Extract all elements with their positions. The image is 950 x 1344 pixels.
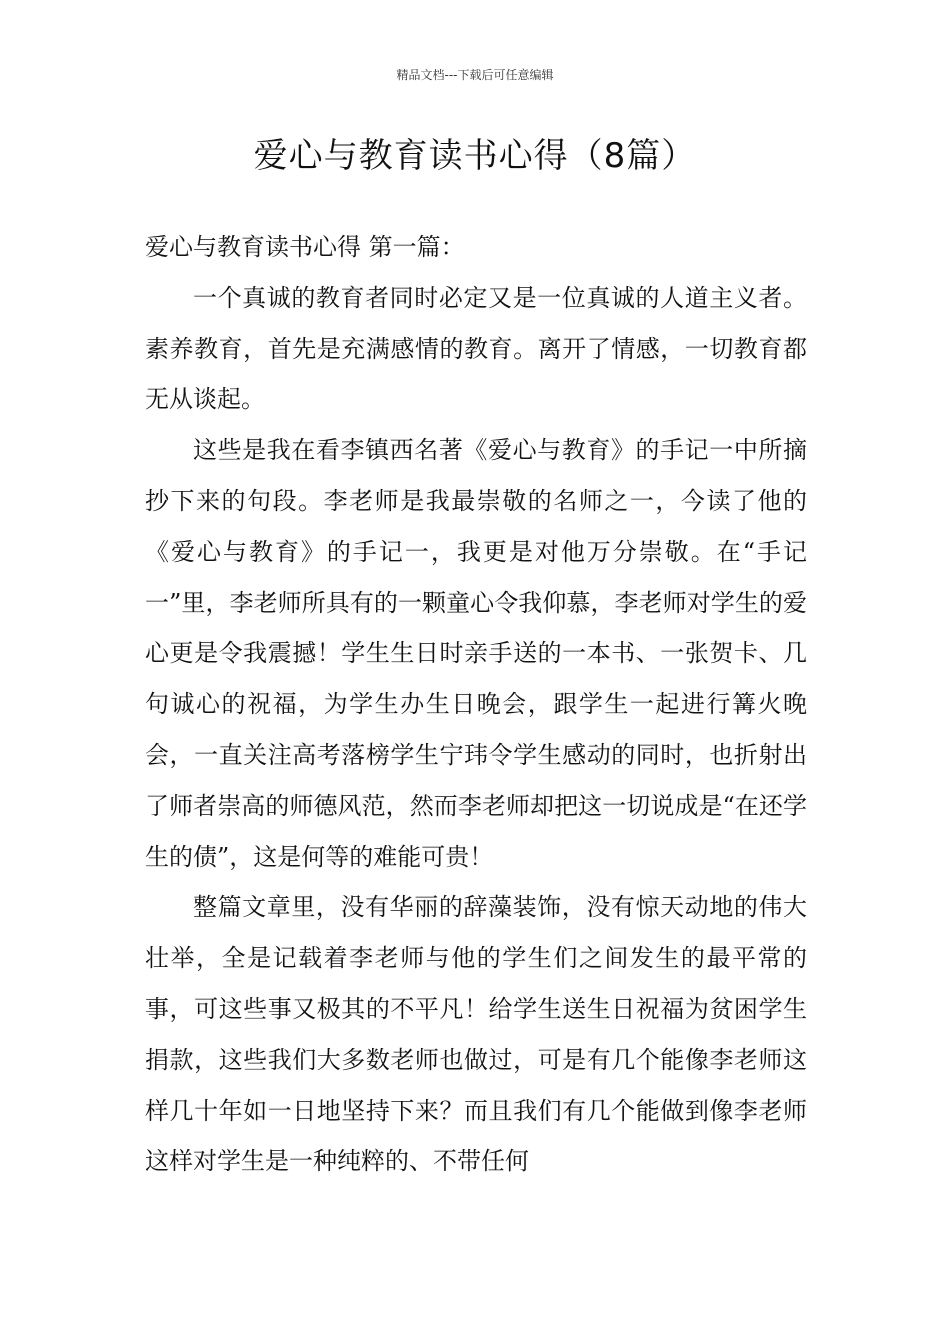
paragraph-3: 整篇文章里，没有华丽的辞藻装饰，没有惊天动地的伟大壮举，全是记载着李老师与他的学生们之间发生的最平常的事，可这些事又极其的不平凡！给学生送生日祝福为贫困学生捐款，这些我们大多数老师也做过，可是有几个能像李老师这样几十年如一日地坚持下来？而且我们有几个能做到像李老师这样对学生是一种纯粹的、不带任何 [145,893,807,1176]
document-body [145,222,807,1187]
section-heading: 爱心与教育读书心得 第一篇： [145,233,465,261]
document-title: 爱心与教育读书心得（8篇） [253,136,697,176]
paragraph-1: 一个真诚的教育者同时必定又是一位真诚的人道主义者。素养教育，首先是充满感情的教育。离开了情感，一切教育都无从谈起。 [145,283,807,414]
header-note: 精品文档---下载后可任意编辑 [396,68,554,82]
paragraph-2: 这些是我在看李镇西名著《爱心与教育》的手记一中所摘抄下来的句段。李老师是我最崇敬的名师之一，今读了他的《爱心与教育》的手记一，我更是对他万分崇敬。在“手记一”里，李老师所具有的一颗童心令我仰慕，李老师对学生的爱心更是令我震撼！学生生日时亲手送的一本书、一张贺卡、几句诚心的祝福，为学生办生日晚会，跟学生一起进行篝火晚会，一直关注高考落榜学生宁玮令学生感动的同时，也折射出了师者崇高的师德风范，然而李老师却把这一切说成是“在还学生的债”，这是何等的难能可贵！ [145,436,807,871]
